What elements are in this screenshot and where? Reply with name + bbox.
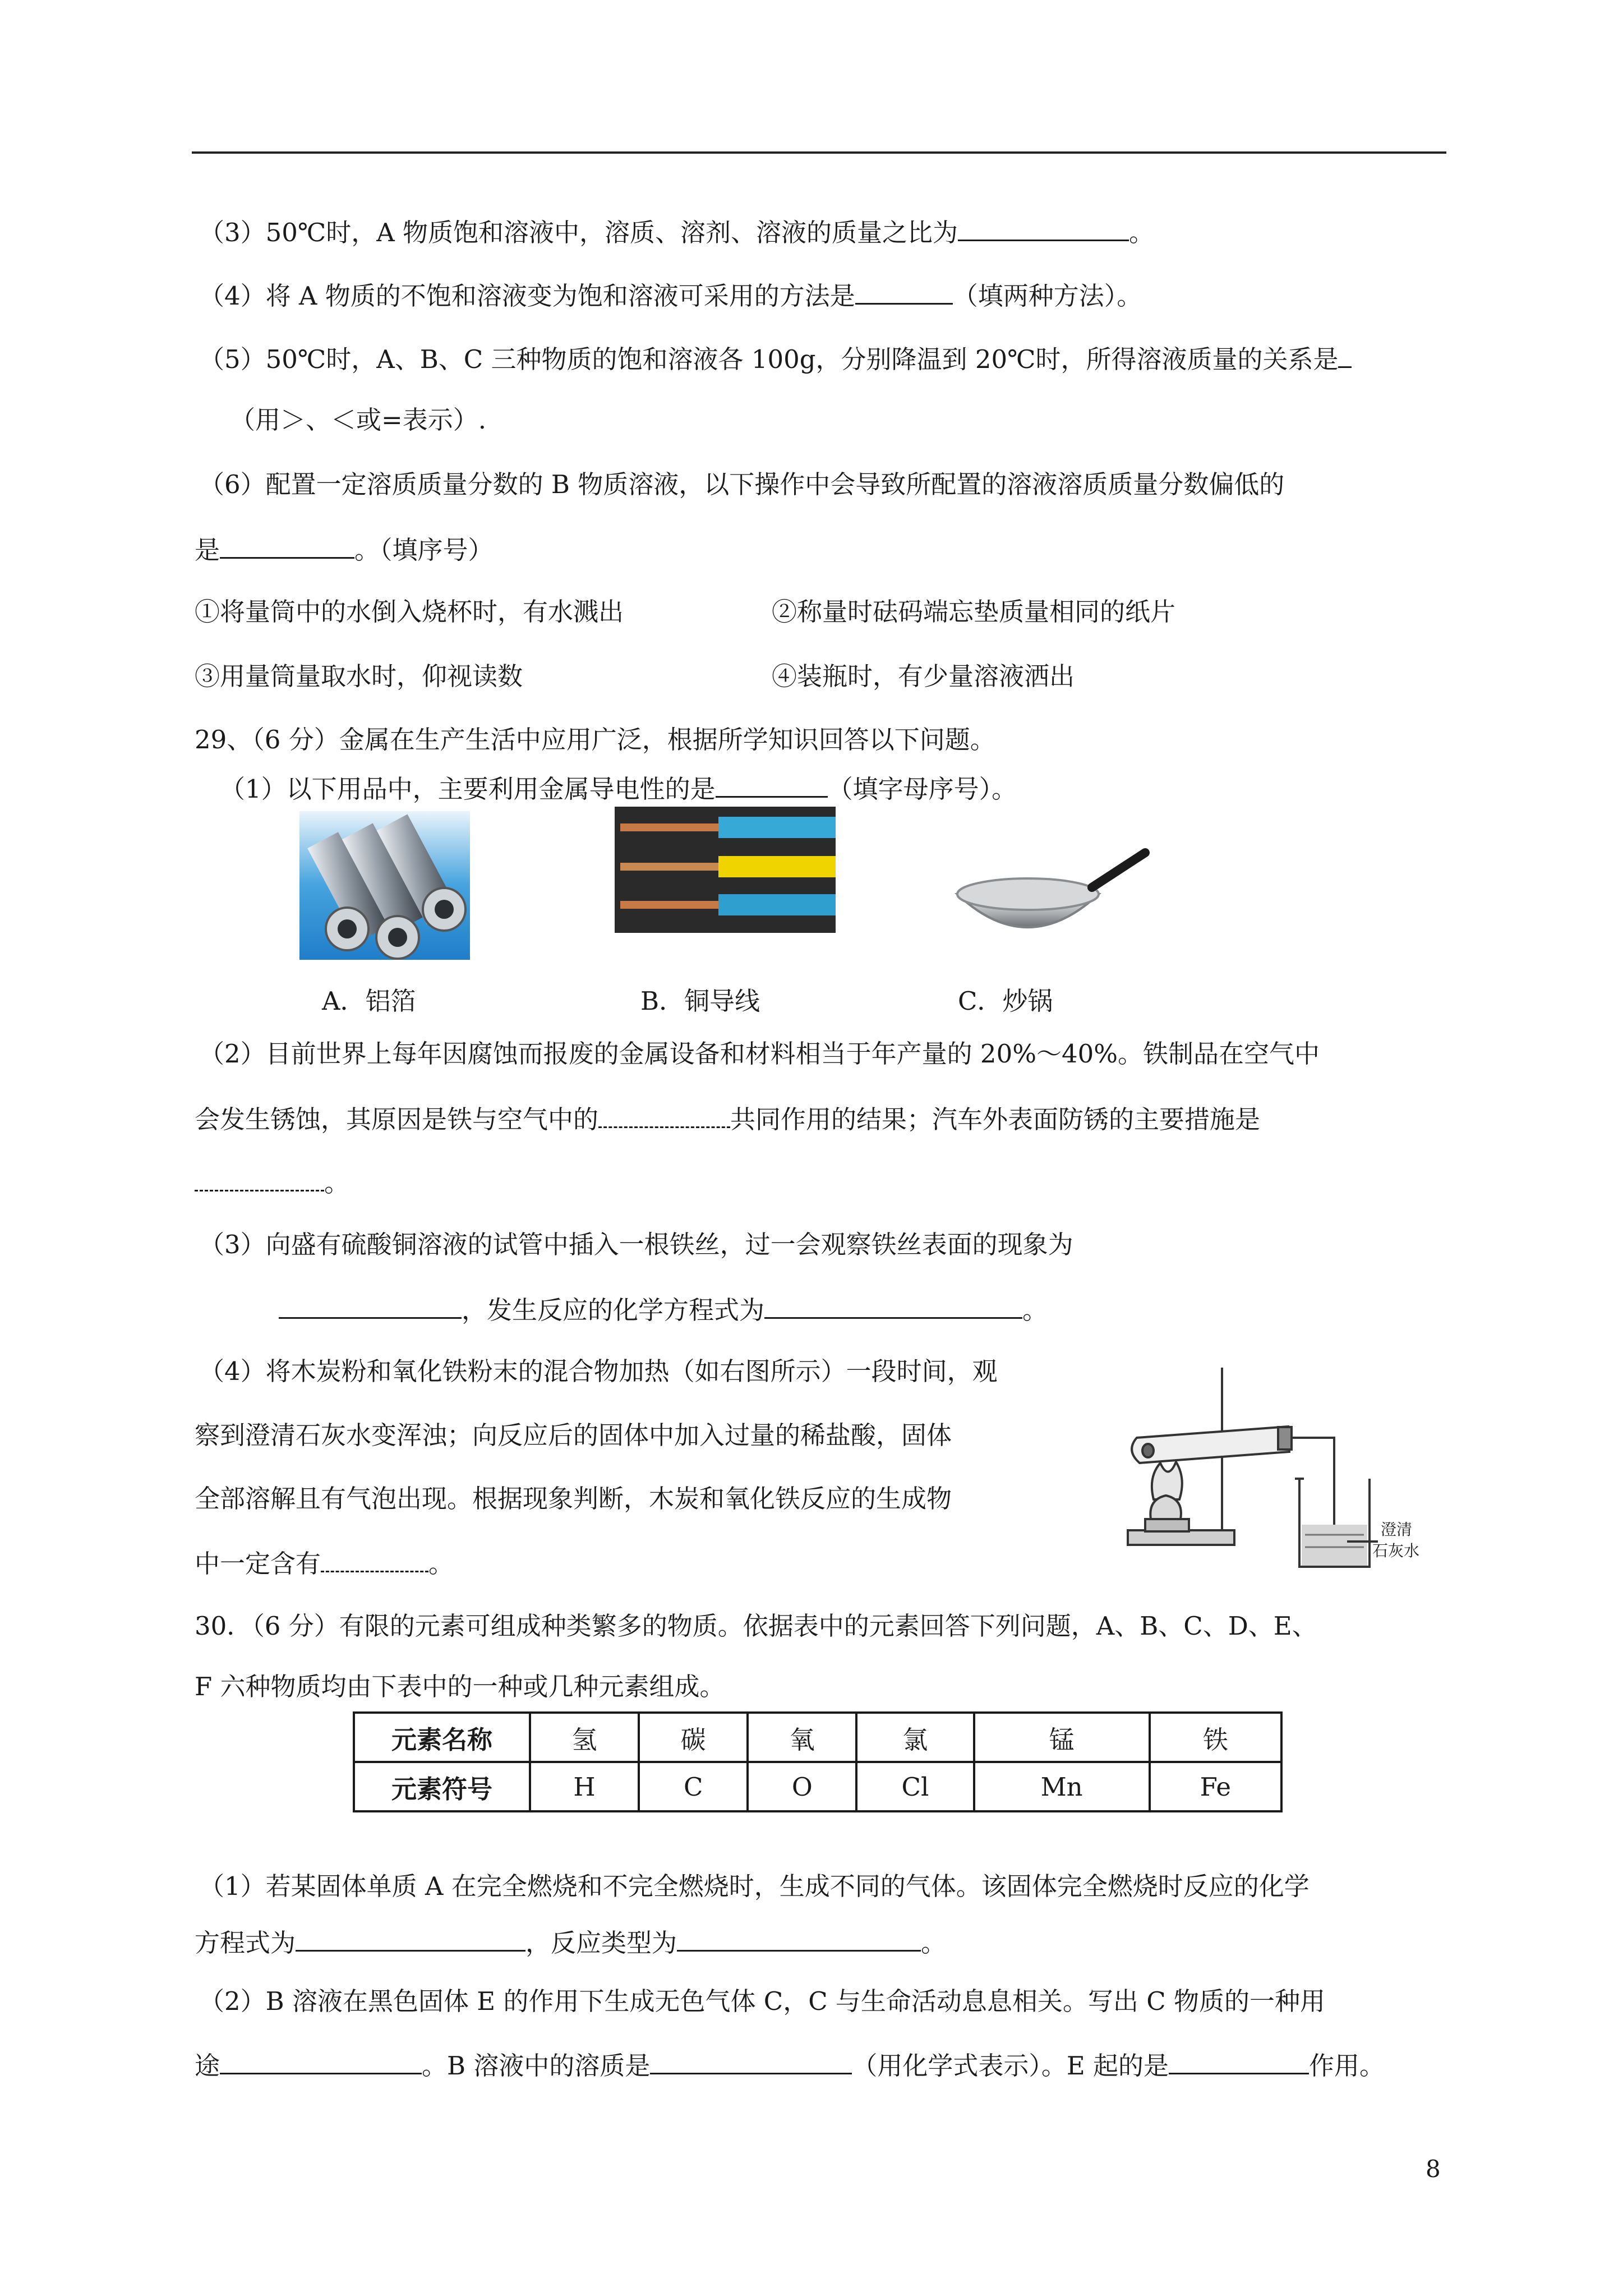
q30-item-2: （2）B 溶液在黑色固体 E 的作用下生成无色气体 C，C 与生命活动息息相关。写出 C 物质的一种用 — [199, 1986, 1325, 2016]
element-table — [353, 1711, 1283, 1812]
table-header-name: 元素名称 — [354, 1713, 530, 1762]
page-number: 8 — [1426, 2155, 1441, 2183]
table-cell: Fe — [1150, 1762, 1281, 1811]
q30-item-2-cont: 途 。B 溶液中的溶质是 （用化学式表示）。E 起的是 作用。 — [195, 2047, 1385, 2083]
copper-wire-image — [615, 807, 836, 933]
answer-blank[interactable] — [764, 1292, 1022, 1319]
q29-item-4: （4）将木炭粉和氧化铁粉末的混合物加热（如右图所示）一段时间，观 — [199, 1356, 998, 1386]
table-cell: 氢 — [530, 1713, 639, 1762]
answer-blank[interactable] — [279, 1292, 462, 1319]
answer-blank[interactable] — [677, 1925, 921, 1952]
table-cell: 铁 — [1150, 1713, 1281, 1762]
answer-blank[interactable] — [716, 771, 828, 798]
answer-blank[interactable] — [958, 214, 1129, 241]
q30-title-cont: F 六种物质均由下表中的一种或几种元素组成。 — [195, 1672, 725, 1701]
table-cell: C — [639, 1762, 748, 1811]
answer-blank[interactable] — [220, 532, 354, 559]
q29-item-4-cont2: 全部溶解且有气泡出现。根据现象判断，木炭和氧化铁反应的生成物 — [195, 1484, 952, 1513]
table-cell: 氯 — [856, 1713, 974, 1762]
q30-item-1-cont: 方程式为 ，反应类型为 。 — [195, 1925, 946, 1960]
q29-title: 29、（6 分）金属在生产生活中应用广泛，根据所学知识回答以下问题。 — [195, 725, 995, 754]
answer-blank[interactable] — [321, 1545, 428, 1572]
q28-item-5: （5）50℃时，A、B、C 三种物质的饱和溶液各 100g，分别降温到 20℃时，所得溶液质量的关系是 — [199, 341, 1352, 376]
q29-item-3: （3）向盛有硫酸铜溶液的试管中插入一根铁丝，过一会观察铁丝表面的现象为 — [199, 1230, 1073, 1259]
answer-blank[interactable] — [650, 2047, 852, 2074]
q29-item-3-cont: ，发生反应的化学方程式为 。 — [279, 1292, 1048, 1327]
q28-item-3: （3）50℃时，A 物质饱和溶液中，溶质、溶剂、溶液的质量之比为 。 — [199, 214, 1154, 250]
table-cell: Mn — [974, 1762, 1150, 1811]
header-rule — [192, 151, 1446, 154]
answer-blank[interactable] — [1338, 341, 1352, 368]
table-cell: O — [748, 1762, 856, 1811]
q28-option-4: ④装瓶时，有少量溶液洒出 — [772, 661, 1075, 691]
table-header-symbol: 元素符号 — [354, 1762, 530, 1811]
answer-blank[interactable] — [598, 1101, 730, 1128]
q29-item-2-cont: 会发生锈蚀，其原因是铁与空气中的 共同作用的结果；汽车外表面防锈的主要措施是 — [195, 1101, 1260, 1137]
table-cell: H — [530, 1762, 639, 1811]
table-row — [354, 1762, 1281, 1811]
caption-a: A．铝箔 — [322, 986, 416, 1016]
q30-title: 30．（6 分）有限的元素可组成种类繁多的物质。依据表中的元素回答下列问题，A、B、C、D、E、 — [195, 1611, 1317, 1641]
q28-option-3: ③用量筒量取水时，仰视读数 — [195, 661, 523, 691]
wok-image — [952, 848, 1151, 956]
q28-item-6-cont: 是 。（填序号） — [195, 532, 494, 567]
q29-item-4-cont: 察到澄清石灰水变浑浊；向反应后的固体中加入过量的稀盐酸，固体 — [195, 1420, 952, 1450]
q29-item-2-cont2: 。 — [195, 1165, 349, 1200]
q28-item-5-cont: （用＞、＜或=表示）. — [230, 405, 487, 435]
table-row — [354, 1713, 1281, 1762]
apparatus-figure — [1114, 1356, 1446, 1581]
q30-item-1: （1）若某固体单质 A 在完全燃烧和不完全燃烧时，生成不同的气体。该固体完全燃烧时反应的化学 — [199, 1871, 1310, 1901]
answer-blank[interactable] — [296, 1925, 525, 1952]
q28-option-2: ②称量时砝码端忘垫质量相同的纸片 — [772, 597, 1176, 627]
q28-option-1: ①将量筒中的水倒入烧杯时，有水溅出 — [195, 597, 624, 627]
q28-item-6: （6）配置一定溶质质量分数的 B 物质溶液，以下操作中会导致所配置的溶液溶质质量分数偏低的 — [199, 470, 1285, 499]
answer-blank[interactable] — [195, 1165, 324, 1191]
caption-c: C．炒锅 — [958, 986, 1053, 1016]
caption-b: B．铜导线 — [640, 986, 760, 1016]
figure-label-2: 石灰水 — [1372, 1542, 1420, 1560]
answer-blank[interactable] — [220, 2047, 422, 2074]
q28-item-4: （4）将 A 物质的不饱和溶液变为饱和溶液可采用的方法是 （填两种方法）。 — [199, 278, 1142, 313]
q29-item-4-cont3: 中一定含有 。 — [195, 1545, 454, 1581]
answer-blank[interactable] — [1169, 2047, 1309, 2074]
table-cell: 锰 — [974, 1713, 1150, 1762]
aluminum-foil-image — [299, 811, 470, 960]
q29-item-2: （2）目前世界上每年因腐蚀而报废的金属设备和材料相当于年产量的 20%～40%。铁制品在空气中 — [199, 1039, 1320, 1069]
table-cell: 氧 — [748, 1713, 856, 1762]
q29-item-1: （1）以下用品中，主要利用金属导电性的是 （填字母序号）。 — [220, 771, 1017, 806]
answer-blank[interactable] — [855, 278, 953, 305]
table-cell: 碳 — [639, 1713, 748, 1762]
table-cell: Cl — [856, 1762, 974, 1811]
figure-label-1: 澄清 — [1381, 1520, 1413, 1539]
